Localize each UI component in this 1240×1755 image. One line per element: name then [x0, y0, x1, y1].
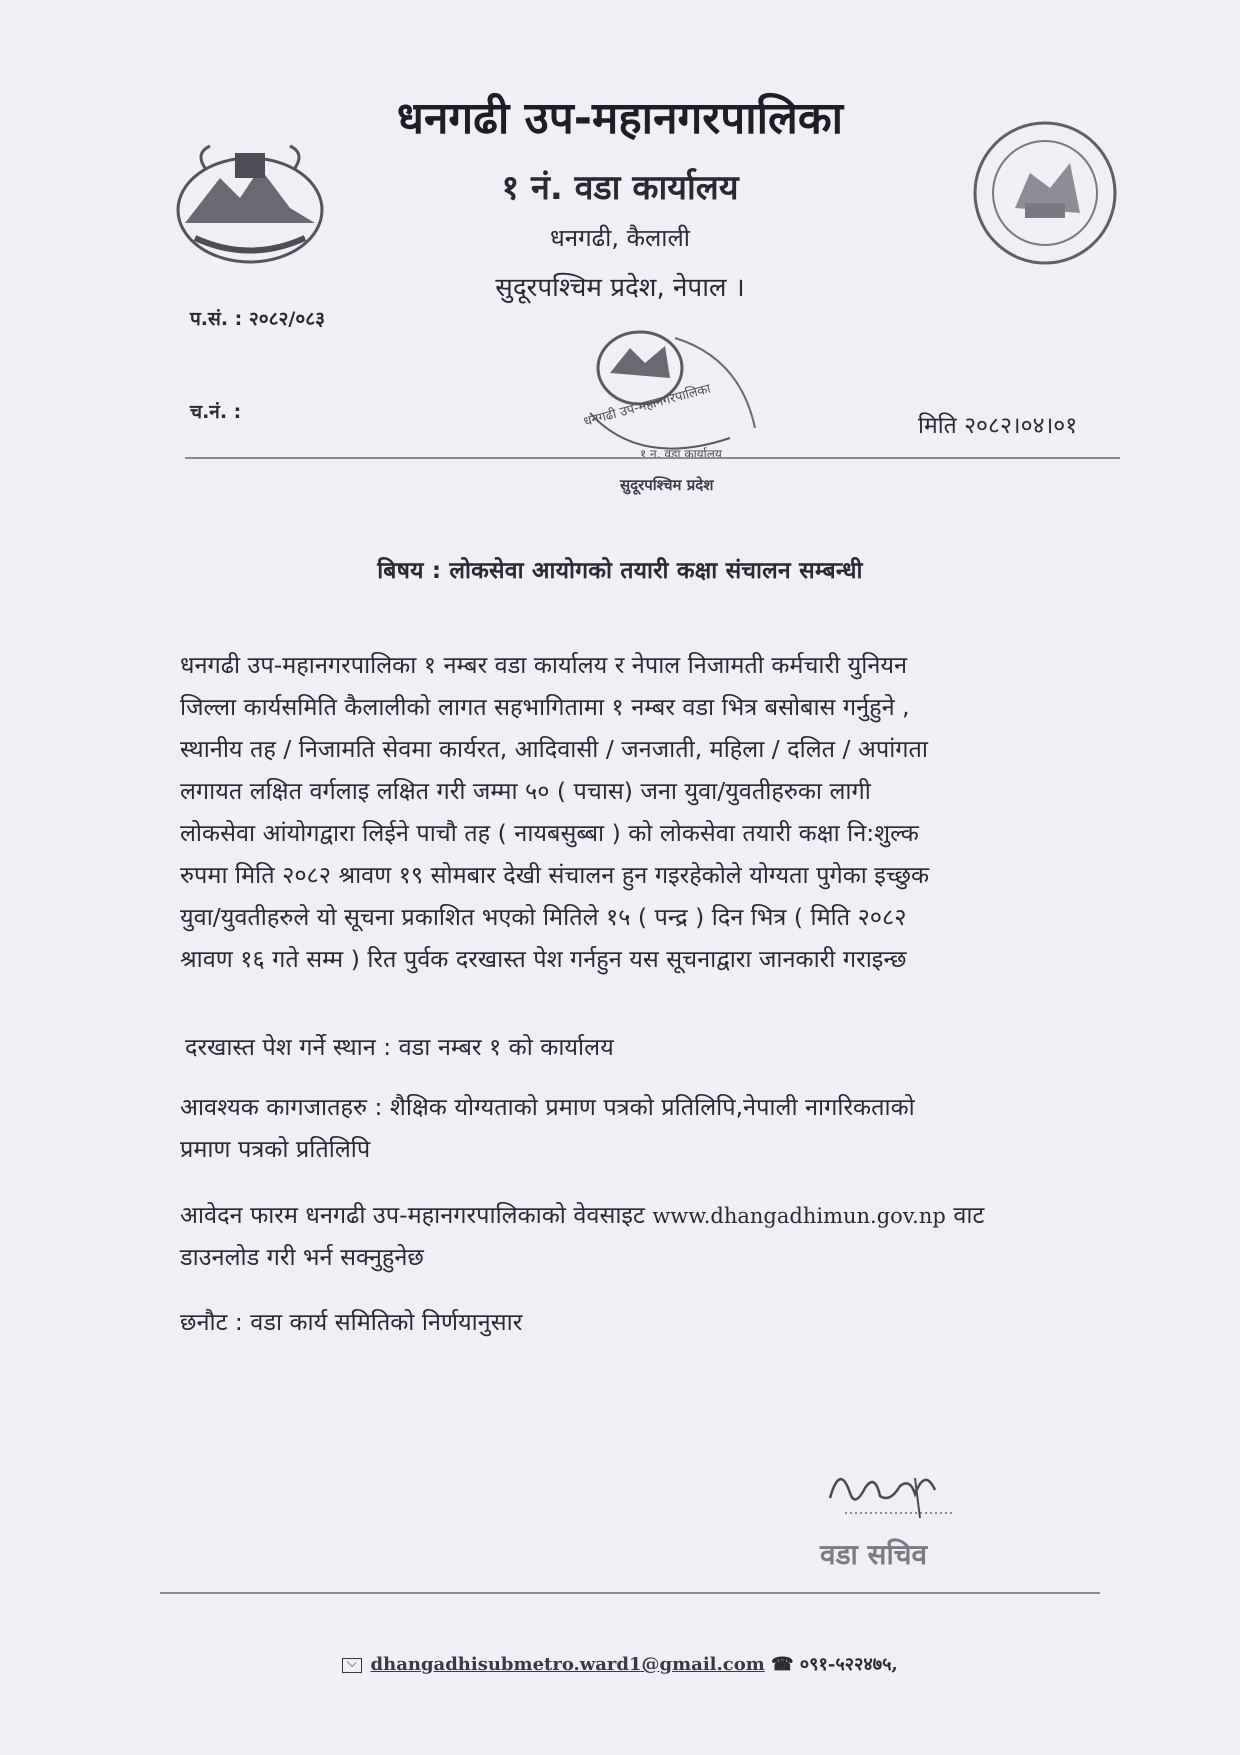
website-link[interactable]: www.dhangadhimun.gov.np — [652, 1204, 946, 1228]
body-line: रुपमा मिति २०८२ श्रावण १९ सोमबार देखी संचालन हुन गइरहेकोले योग्यता पुगेका इच्छुक — [180, 861, 930, 889]
svg-text:१ न. वडा कार्यालय: १ न. वडा कार्यालय — [640, 447, 722, 461]
body-line: जिल्ला कार्यसमिति कैलालीको लागत सहभागितामा १ नम्बर वडा भित्र बसोबास गर्नुहुने , — [180, 693, 910, 721]
body-line: स्थानीय तह / निजामति सेवमा कार्यरत, आदिवासी / जनजाती, महिला / दलित / अपांगता — [180, 735, 928, 763]
footer-email[interactable]: dhangadhisubmetro.ward1@gmail.com — [370, 1654, 765, 1675]
telephone-icon: ☎ — [771, 1654, 794, 1675]
required-documents-line-2: प्रमाण पत्रको प्रतिलिपि — [180, 1135, 371, 1163]
signature-scribble-icon — [825, 1458, 975, 1528]
footer-phone: ०९१-५२२४७५, — [799, 1654, 898, 1675]
application-form-line-2: डाउनलोड गरी भर्न सक्नुहुनेछ — [180, 1243, 424, 1271]
dispatch-number: च.नं. : — [190, 401, 242, 423]
body-line: श्रावण १६ गते सम्म ) रित पुर्वक दरखास्त पेश गर्नहुन यस सूचनाद्वारा जानकारी गराइन्छ — [180, 945, 907, 973]
form-text: आवेदन फारम धनगढी उप-महानगरपालिकाको वेवसाइट — [180, 1201, 645, 1229]
application-place: दरखास्त पेश गर्ने स्थान : वडा नम्बर १ को कार्यालय — [185, 1033, 614, 1061]
province-line: सुदूरपश्चिम प्रदेश, नेपाल । — [495, 273, 745, 303]
application-form-line-1 — [180, 1198, 984, 1230]
form-text-end: वाट — [953, 1201, 985, 1229]
body-line: लगायत लक्षित वर्गलाइ लक्षित गरी जम्मा ५० ( पचास) जना युवा/युवतीहरुका लागी — [180, 777, 871, 805]
body-line: लोकसेवा आंयोगद्वारा लिईने पाचौ तह ( नायबसुब्बा ) को लोकसेवा तयारी कक्षा नि:शुल्क — [180, 819, 919, 847]
letter-date: मिति २०८२।०४।०१ — [918, 413, 1078, 439]
svg-text:धनगढी उप-महानगरपालिका: धनगढी उप-महानगरपालिका — [582, 381, 713, 430]
ward-office-title: १ नं. वडा कार्यालय — [501, 168, 739, 208]
selection-line: छनौट : वडा कार्य समितिको निर्णयानुसार — [180, 1308, 523, 1336]
header-divider — [185, 457, 1120, 459]
body-line: धनगढी उप-महानगरपालिका १ नम्बर वडा कार्यालय र नेपाल निजामती कर्मचारी युनियन — [180, 651, 908, 679]
footer-divider — [160, 1592, 1100, 1594]
svg-text:सुदूरपश्चिम प्रदेश: सुदूरपश्चिम प्रदेश — [620, 476, 714, 494]
required-documents-line-1: आवश्यक कागजातहरु : शैक्षिक योग्यताको प्रमाण पत्रको प्रतिलिपि,नेपाली नागरिकताको — [180, 1093, 915, 1121]
letter-number: प.सं. : २०८२/०८३ — [190, 308, 325, 330]
city-line: धनगढी, कैलाली — [550, 224, 690, 252]
envelope-icon — [342, 1658, 362, 1673]
subject-line: बिषय : लोकसेवा आयोगको तयारी कक्षा संचालन सम्बन्धी — [377, 558, 863, 584]
municipality-title: धनगढी उप-महानगरपालिका — [396, 93, 844, 144]
signature-title: वडा सचिव — [820, 1538, 928, 1571]
ward-office-stamp-icon — [580, 318, 770, 498]
body-line: युवा/युवतीहरुले यो सूचना प्रकाशित भएको मितिले १५ ( पन्द्र ) दिन भित्र ( मिति २०८२ — [180, 903, 907, 931]
footer-contact — [0, 1652, 1240, 1676]
